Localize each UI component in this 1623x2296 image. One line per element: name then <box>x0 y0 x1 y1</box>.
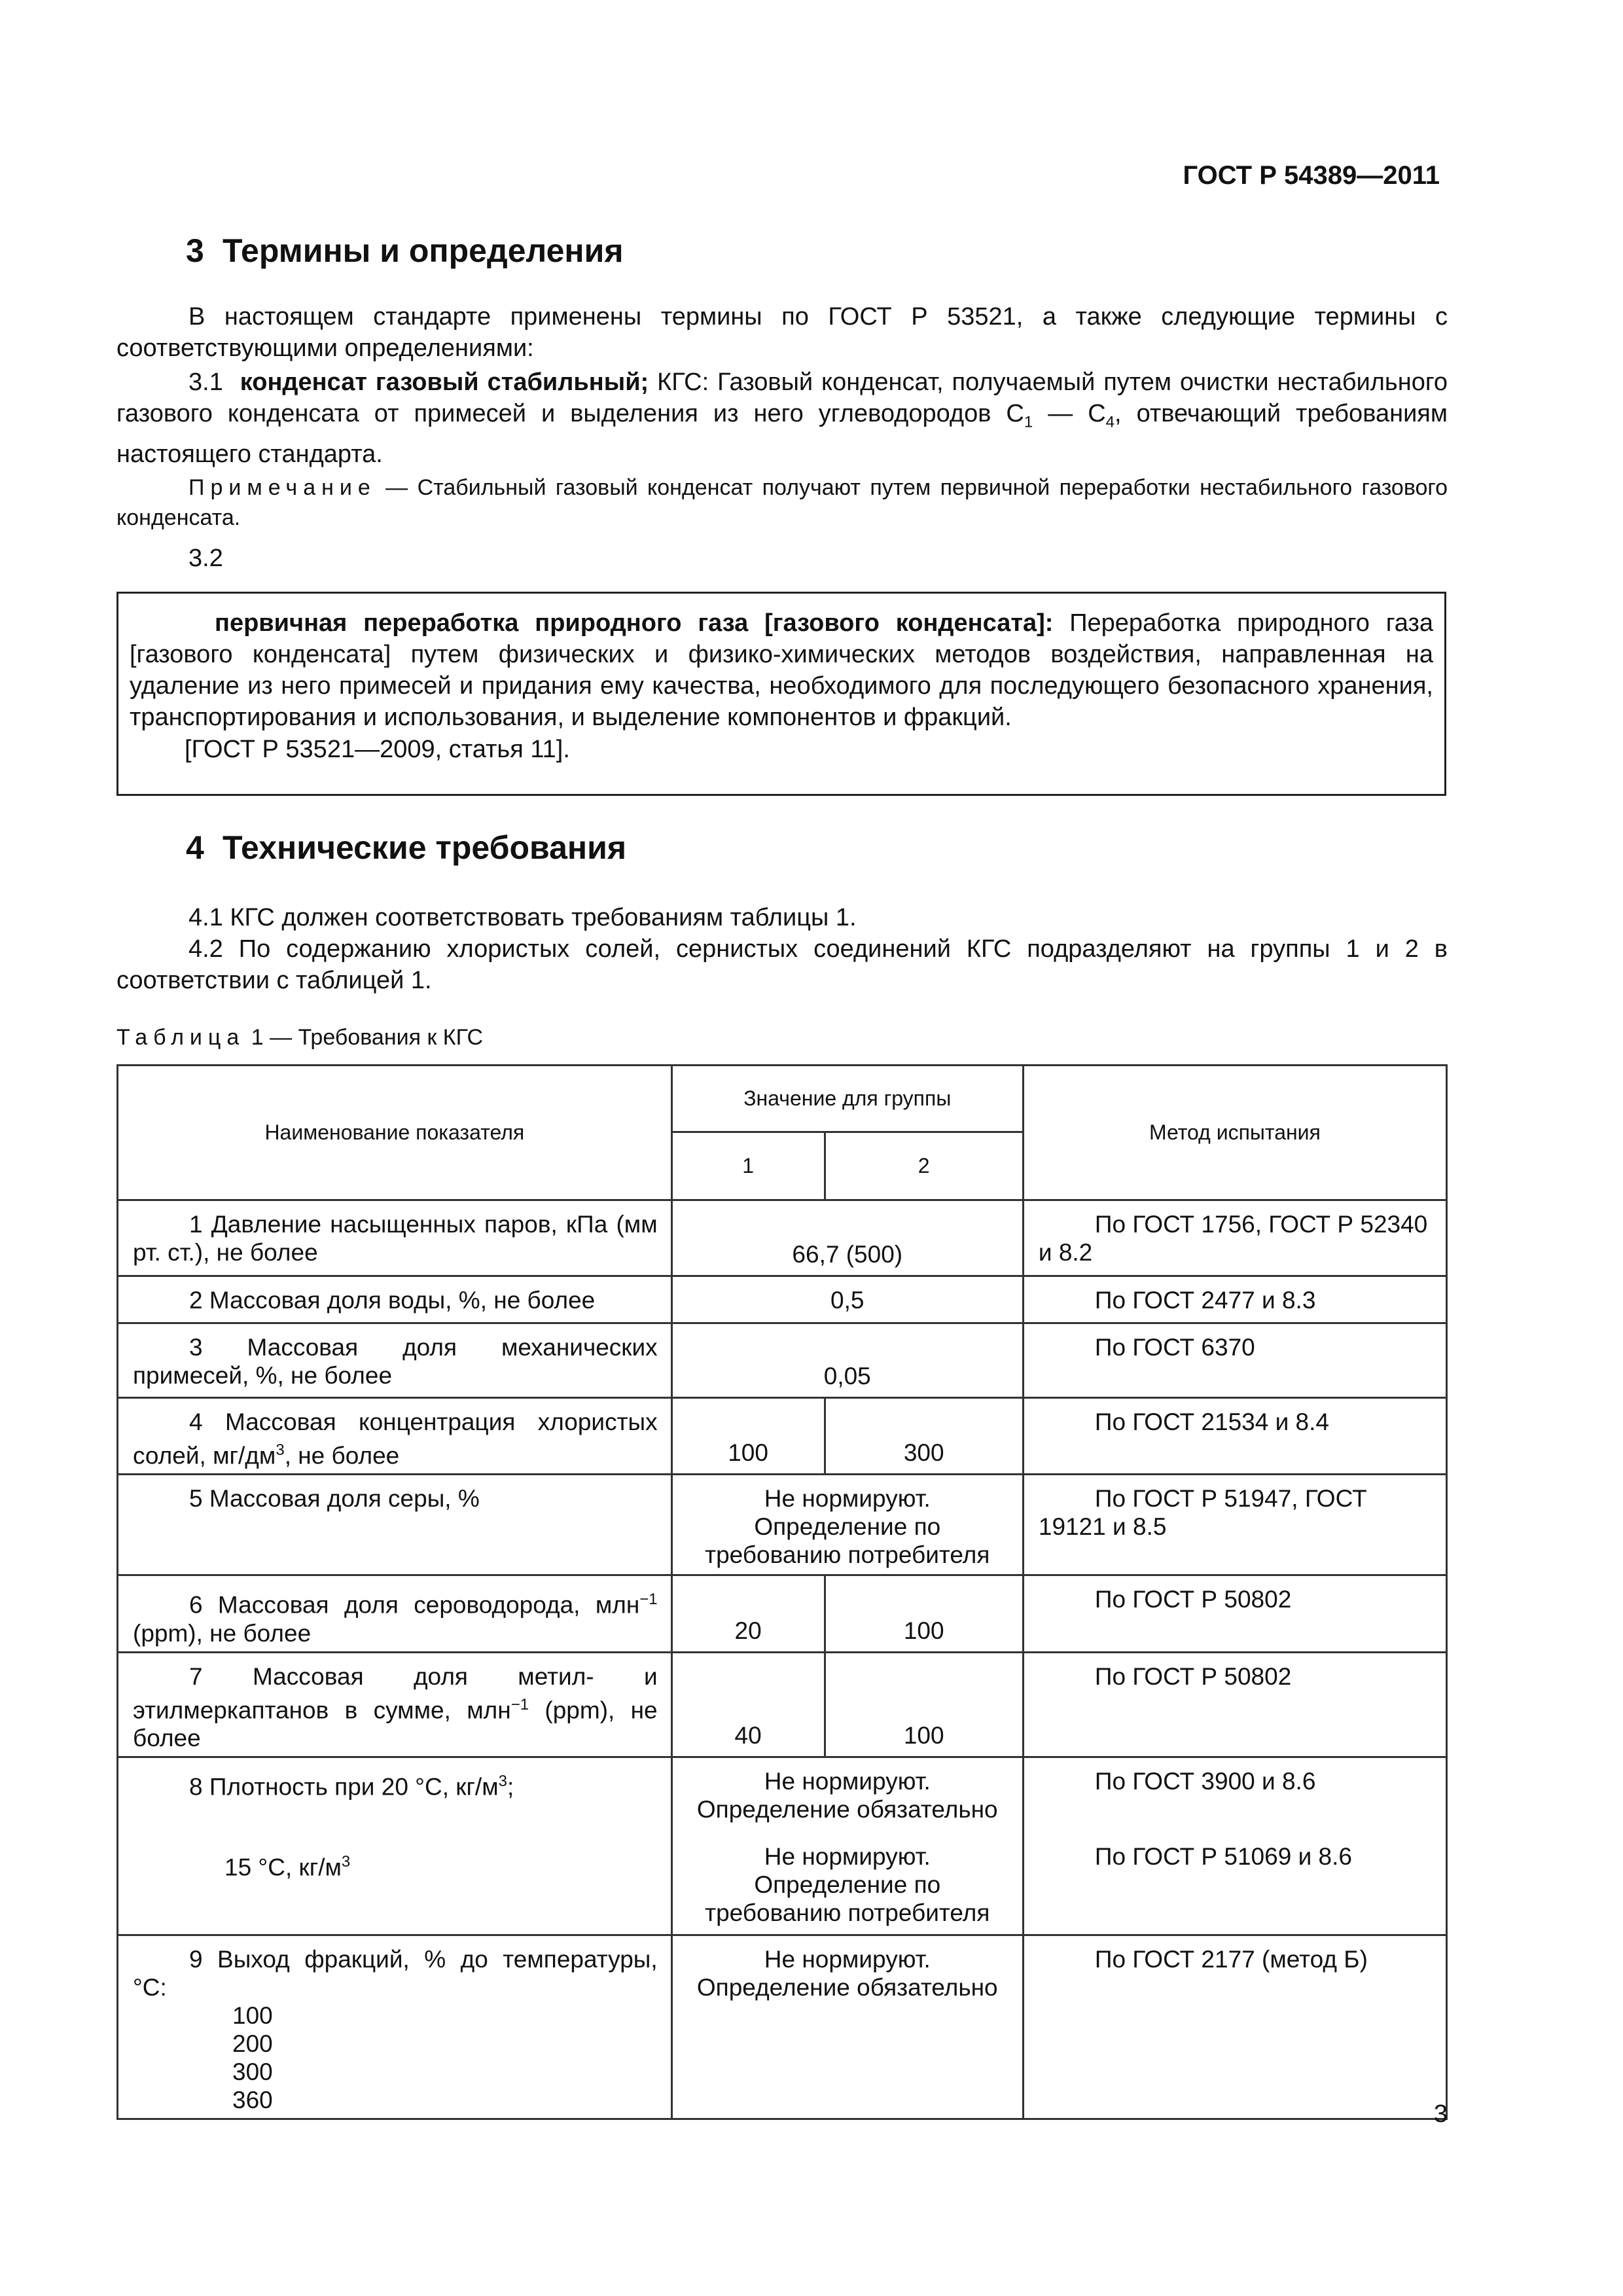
indicator-text-main: 7 Массовая доля метил- и этилмеркаптанов в сумме, млн <box>133 1662 658 1723</box>
indicator-subitem-text: 15 °С, кг/м <box>224 1854 342 1881</box>
method-cell: По ГОСТ 2477 и 8.3 <box>1023 1276 1446 1323</box>
value-group-2-cell: 300 <box>825 1398 1023 1475</box>
header-group-1: 1 <box>671 1132 825 1200</box>
table-row <box>118 1200 1447 1276</box>
term-name: первичная переработка природного газа [газового конденсата]: <box>215 609 1054 637</box>
indicator-text <box>133 1585 658 1647</box>
indicator-text-end: , не более <box>284 1442 400 1469</box>
superscript: 3 <box>276 1441 285 1459</box>
term-name: конденсат газовый стабильный; <box>240 368 649 396</box>
value-text: Не нормируют. Определение обязательно <box>696 1767 998 1823</box>
superscript: 3 <box>498 1772 508 1790</box>
subscript: 4 <box>1105 413 1115 431</box>
subscript: 1 <box>1024 413 1033 431</box>
note-text: — Стабильный газовый конденсат получают путем первичной переработки нестабильного газового конденсата. <box>116 475 1448 530</box>
note <box>116 473 1448 533</box>
document-code: ГОСТ Р 54389—2011 <box>1183 161 1440 190</box>
table-row <box>118 1398 1447 1475</box>
value-cell: 0,5 <box>671 1276 1023 1323</box>
value-subitem-text: Не нормируют. Определение по требованию потребителя <box>705 1842 990 1926</box>
indicator-cell <box>118 1652 672 1757</box>
indicator-cell <box>118 1575 672 1652</box>
fraction-temperature: 200 <box>232 2030 273 2057</box>
term-definition-cont: — С <box>1033 400 1106 427</box>
paragraph-4-2: 4.2 По содержанию хлористых солей, сернистых соединений КГС подразделяют на группы 1 и 2 в соответствии с таблицей 1. <box>116 935 1448 994</box>
value-cell: Не нормируют. Определение обязательно <box>671 1935 1023 2119</box>
table-row <box>118 1757 1447 1935</box>
term-3-2-number: 3.2 <box>188 545 223 572</box>
indicator-cell <box>118 1200 672 1276</box>
table-row <box>118 1935 1447 2119</box>
value-cell: Не нормируют. Определение по требованию потребителя <box>671 1475 1023 1575</box>
indicator-text-end: (ppm), не более <box>133 1619 312 1647</box>
indicator-cell <box>118 1276 672 1323</box>
section-title: Термины и определения <box>223 232 624 269</box>
method-cell: По ГОСТ 2177 (метод Б) <box>1023 1935 1446 2119</box>
indicator-text-main: 4 Массовая концентрация хлористых солей, мг/дм <box>133 1408 658 1469</box>
section-title: Технические требования <box>223 829 626 866</box>
indicator-text-end: (ppm), не более <box>133 1696 658 1751</box>
indicator-text-main: 6 Массовая доля сероводорода, млн <box>189 1591 640 1619</box>
indicator-cell <box>118 1475 672 1575</box>
indicator-cell <box>118 1935 672 2119</box>
indicator-text-end: ; <box>507 1773 514 1801</box>
superscript: −1 <box>510 1695 529 1713</box>
indicator-text: 5 Массовая доля серы, % <box>189 1485 480 1513</box>
method-cell <box>1023 1757 1446 1935</box>
value-cell: 0,05 <box>671 1323 1023 1398</box>
term-definition: КГС: Газовый конденсат, получаемый путем очистки нестабильного газового конденсата от примесей и выделения из него углеводородов С <box>116 368 1448 427</box>
indicator-subitem <box>133 1848 658 1881</box>
superscript: 3 <box>341 1853 351 1871</box>
indicator-text <box>133 1767 658 1801</box>
indicator-text: 2 Массовая доля воды, %, не более <box>189 1287 596 1314</box>
method-cell: По ГОСТ 1756, ГОСТ Р 52340 и 8.2 <box>1023 1200 1446 1276</box>
value-cell: 66,7 (500) <box>671 1200 1023 1276</box>
value-group-1-cell: 20 <box>671 1575 825 1652</box>
table-row <box>118 1323 1447 1398</box>
indicator-cell <box>118 1323 672 1398</box>
value-group-1-cell: 100 <box>671 1398 825 1475</box>
paragraph-4-1: 4.1 КГС должен соответствовать требованиям таблицы 1. <box>188 904 857 931</box>
section-3-heading <box>186 232 624 270</box>
term-3-1 <box>116 367 1448 470</box>
header-group-2: 2 <box>825 1132 1023 1200</box>
header-test-method: Метод испытания <box>1023 1066 1446 1200</box>
table-row <box>118 1475 1447 1575</box>
value-cell <box>671 1757 1023 1935</box>
indicator-text: 1 Давление насыщенных паров, кПа (мм рт. ст.), не более <box>133 1211 658 1266</box>
header-indicator: Наименование показателя <box>118 1066 672 1200</box>
table-row <box>118 1575 1447 1652</box>
note-label: Примечание <box>188 475 376 500</box>
term-definition-end: , отвечающий требованиям настоящего стандарта. <box>116 400 1448 468</box>
method-cell: По ГОСТ Р 51947, ГОСТ 19121 и 8.5 <box>1023 1475 1446 1575</box>
section-4-heading <box>186 829 626 867</box>
table-caption-title: 1 — Требования к КГС <box>245 1025 484 1050</box>
requirements-table <box>116 1064 1448 2120</box>
fraction-temperature: 360 <box>232 2086 273 2113</box>
section-3-intro: В настоящем стандарте применены термины по ГОСТ Р 53521, а также следующие термины с соответствующими определениями: <box>116 303 1448 362</box>
indicator-cell <box>118 1398 672 1475</box>
indicator-text <box>133 1408 658 1469</box>
table-row <box>118 1276 1447 1323</box>
header-group-value: Значение для группы <box>671 1066 1023 1132</box>
table-caption-label: Таблица <box>116 1025 245 1050</box>
method-text: По ГОСТ 3900 и 8.6 <box>1094 1767 1316 1795</box>
section-number: 3 <box>186 232 204 269</box>
method-cell: По ГОСТ Р 50802 <box>1023 1652 1446 1757</box>
indicator-text <box>133 1662 658 1752</box>
method-cell: По ГОСТ 21534 и 8.4 <box>1023 1398 1446 1475</box>
indicator-text-main: 8 Плотность при 20 °С, кг/м <box>189 1773 499 1801</box>
value-group-2-cell: 100 <box>825 1575 1023 1652</box>
indicator-cell <box>118 1757 672 1935</box>
indicator-text: 3 Массовая доля механических примесей, %, не более <box>133 1334 658 1389</box>
term-3-2 <box>130 607 1433 733</box>
value-group-1-cell: 40 <box>671 1652 825 1757</box>
fraction-temperature: 300 <box>232 2058 273 2085</box>
fraction-temperature: 100 <box>232 2001 273 2029</box>
table-caption <box>116 1025 483 1050</box>
section-number: 4 <box>186 829 204 866</box>
method-cell: По ГОСТ 6370 <box>1023 1323 1446 1398</box>
method-cell: По ГОСТ Р 50802 <box>1023 1575 1446 1652</box>
method-subitem-text: По ГОСТ Р 51069 и 8.6 <box>1094 1842 1352 1870</box>
term-3-2-source: [ГОСТ Р 53521—2009, статья 11]. <box>185 736 570 763</box>
term-number: 3.1 <box>188 368 223 396</box>
indicator-text: 9 Выход фракций, % до температуры, °С: <box>133 1945 658 2001</box>
table-row <box>118 1652 1447 1757</box>
page-number: 3 <box>1433 2100 1448 2128</box>
superscript: −1 <box>639 1590 658 1609</box>
term-definition: Переработка природного газа [газового конденсата] путем физических и физико-химических методов воздействия, направленная на удаление из него примесей и придания ему качества, необходимого для последующего безопасного хранения, транспортирования и использования, и выделение компонентов и фракций. <box>130 609 1433 731</box>
value-group-2-cell: 100 <box>825 1652 1023 1757</box>
